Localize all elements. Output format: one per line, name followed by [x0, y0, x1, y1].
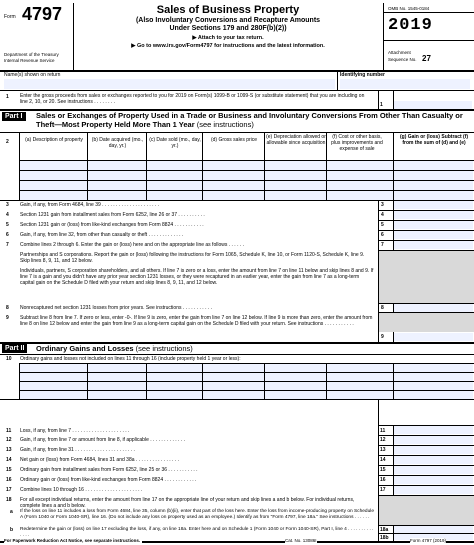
- row-4-cost-basis[interactable]: [327, 191, 393, 200]
- line-16-text: Ordinary gain or (loss) from like-kind exchanges from Form 8824 . . . . . . . . . . . .: [20, 477, 197, 483]
- row-1-depreciation[interactable]: [265, 161, 326, 170]
- form-subtitle-1: (Also Involuntary Conversions and Recapture Amounts: [135, 17, 321, 24]
- line-15-text: Ordinary gain from installment sales from Form 6252, line 25 or 36 . . . . . . . . . . .: [20, 467, 198, 473]
- row-3-depreciation[interactable]: [265, 181, 326, 190]
- line-17-number: 17: [6, 487, 12, 493]
- row-4-description[interactable]: [20, 191, 87, 200]
- line-17-amount-input[interactable]: [394, 486, 473, 494]
- row-1-cost-basis[interactable]: [327, 161, 393, 170]
- p2-row-1-date-acquired[interactable]: [88, 364, 146, 372]
- line-12-box-label: 12: [380, 437, 386, 443]
- p2-row-4-date-sold[interactable]: [147, 391, 202, 399]
- id-label: Identifying number: [340, 72, 385, 78]
- line-11-number: 11: [6, 428, 12, 434]
- col-d-header: (d) Gross sales price: [210, 137, 258, 143]
- individuals-paragraph: Individuals, partners, S corporation shareholders, and all others. If line 7 is zero or a loss, enter the amount from line 7 on line 11 below and skip lines 8 and 9. If line 7 is a gain and you didn't have any prior year section 1231 losses, or they were recaptured in an earlier year, enter the gain from line 7 as a long-term capital gain on the Schedule D filed with your return and skip lines 8, 9, 11, and 12 below.: [20, 268, 374, 286]
- line-5-box-label: 5: [381, 222, 384, 228]
- part-2-see-instructions: (see instructions): [135, 344, 193, 353]
- line-7-amount-input[interactable]: [394, 241, 473, 249]
- row-2-cost-basis[interactable]: [327, 171, 393, 180]
- row-3-date-acquired[interactable]: [88, 181, 146, 190]
- p2-row-3-gross-sales[interactable]: [203, 382, 264, 390]
- dept-name: Department of the Treasury: [4, 52, 59, 57]
- line-11-box-label: 11: [380, 428, 386, 434]
- line-4-amount-input[interactable]: [394, 211, 473, 219]
- form-title: Sales of Business Property: [156, 4, 300, 16]
- line-9-text: Subtract line 8 from line 7. If zero or less, enter -0-. If line 9 is zero, enter the gain from line 7 on line 12 below. If line 9 is more than zero, enter the amount from line 8 on line 12 below and enter the gain from line 9 as a long-term capital gain on the Schedule D filed with your return. See instructions . . . . . . . . . . .: [20, 315, 373, 327]
- p2-row-1-gain-loss[interactable]: [394, 364, 473, 372]
- p2-row-2-date-sold[interactable]: [147, 373, 202, 381]
- line-18b-text: Redetermine the gain or (loss) on line 17 excluding the loss, if any, on line 18a. Enter here and on Schedule 1 (Form 1040 or Form 1040-SR), Part I, line 4 . . . . . . . . . . . . . .: [20, 527, 374, 538]
- form-word: Form: [4, 14, 16, 20]
- line-17-box-label: 17: [380, 487, 386, 493]
- row-2-date-sold[interactable]: [147, 171, 202, 180]
- part-2-label: Part II: [2, 344, 27, 353]
- line-18b-letter: b: [10, 527, 14, 533]
- line-2-number: 2: [6, 139, 9, 145]
- col-e-header: (e) Depreciation allowed or allowable since acquisition: [266, 134, 326, 146]
- line-15-box-label: 15: [380, 467, 386, 473]
- line-7-box-label: 7: [381, 242, 384, 248]
- row-2-gain-loss[interactable]: [394, 171, 473, 180]
- agency-name: Internal Revenue Service: [4, 58, 55, 63]
- p2-row-2-gross-sales[interactable]: [203, 373, 264, 381]
- line-6-number: 6: [6, 232, 9, 238]
- row-3-description[interactable]: [20, 181, 87, 190]
- p2-row-1-date-sold[interactable]: [147, 364, 202, 372]
- form-subtitle-2: Under Sections 179 and 280F(b)(2)): [169, 25, 287, 32]
- part-1-title-text: Sales or Exchanges of Property Used in a Trade or Business and Involuntary Conversions From Other Than Casualty or Theft—Most Property Held More Than 1 Year: [36, 111, 463, 129]
- line-11-text: Loss, if any, from line 7 . . . . . . . . . . . . . . . . . . . . .: [20, 428, 130, 434]
- paperwork-notice: For Paperwork Reduction Act Notice, see separate instructions.: [4, 538, 141, 543]
- line-3-number: 3: [6, 202, 9, 208]
- line-1-box-label: 1: [380, 102, 383, 108]
- sequence-label: Sequence No.: [388, 57, 417, 62]
- row-4-date-sold[interactable]: [147, 191, 202, 200]
- line-4-box-label: 4: [381, 212, 384, 218]
- p2-row-1-cost-basis[interactable]: [327, 364, 393, 372]
- p2-row-3-depreciation[interactable]: [265, 382, 326, 390]
- partnerships-paragraph: Partnerships and S corporations. Report the gain or (loss) following the instructions for Form 1065, Schedule K, line 10, or Form 1120-S, Schedule K, line 9. Skip lines 8, 9, 11, and 12 below.: [20, 252, 365, 264]
- row-1-date-sold[interactable]: [147, 161, 202, 170]
- omb-number: OMB No. 1545-0184: [388, 6, 430, 11]
- p2-row-2-depreciation[interactable]: [265, 373, 326, 381]
- row-2-depreciation[interactable]: [265, 171, 326, 180]
- line-14-number: 14: [6, 457, 12, 463]
- col-c-header: (c) Date sold (mo., day, yr.): [149, 137, 201, 149]
- line-3-text: Gain, if any, from Form 4684, line 39 . . . . . . . . . . . . . . . . . . . . .: [20, 202, 160, 208]
- line-18b-box-label: 18b: [380, 535, 389, 541]
- p2-row-1-gross-sales[interactable]: [203, 364, 264, 372]
- name-label: Name(s) shown on return: [4, 72, 61, 78]
- row-4-gain-loss[interactable]: [394, 191, 473, 200]
- p2-row-4-description[interactable]: [20, 391, 87, 399]
- p2-row-4-date-acquired[interactable]: [88, 391, 146, 399]
- line-18a-amount-input[interactable]: [394, 526, 473, 533]
- line-16-amount-input[interactable]: [394, 476, 473, 484]
- line-15-number: 15: [6, 467, 12, 473]
- line-7-number: 7: [6, 242, 9, 248]
- p2-row-3-gain-loss[interactable]: [394, 382, 473, 390]
- p2-row-1-description[interactable]: [20, 364, 87, 372]
- col-f-header: (f) Cost or other basis, plus improvements and expense of sale: [331, 134, 383, 152]
- p2-row-3-cost-basis[interactable]: [327, 382, 393, 390]
- line-18-number: 18: [6, 497, 12, 503]
- line-8-amount-input[interactable]: [394, 304, 473, 312]
- line-12-text: Gain, if any, from line 7 or amount from line 8, if applicable . . . . . . . . . . . . .: [20, 437, 185, 443]
- row-1-gain-loss[interactable]: [394, 161, 473, 170]
- row-3-cost-basis[interactable]: [327, 181, 393, 190]
- line-18a-text: If the loss on line 11 includes a loss from Form 4684, line 35, column (b)(ii), enter that part of the loss here. Enter the loss from income-producing property on Schedule A (Form 1040 or Form 1040-SR), line 16. (Do not include any loss on property used as an employee.) Identify as from "Form 4797, line 18a." See instructions . . . . . .: [20, 509, 374, 520]
- line-9-number: 9: [6, 315, 9, 321]
- line-4-text: Section 1231 gain from installment sales from Form 6252, line 26 or 37 . . . . . . . . . .: [20, 212, 205, 218]
- p2-row-1-depreciation[interactable]: [265, 364, 326, 372]
- line-13-text: Gain, if any, from line 31 . . . . . . . . . . . . . . . . . . . . . .: [20, 447, 135, 453]
- line-3-box-label: 3: [381, 202, 384, 208]
- attachment-label: Attachment: [388, 50, 411, 55]
- row-3-gross-sales[interactable]: [203, 181, 264, 190]
- tax-year: 2019: [388, 16, 433, 35]
- line-12-amount-input[interactable]: [394, 436, 473, 444]
- part-2-title: [36, 344, 193, 353]
- row-3-gain-loss[interactable]: [394, 181, 473, 190]
- part-1-see-instructions: (see instructions): [196, 120, 254, 129]
- col-a-header: (a) Description of property: [25, 137, 83, 143]
- line-18a-box-label: 18a: [380, 527, 389, 533]
- line-8-box-label: 8: [381, 305, 384, 311]
- line-18a-letter: a: [10, 509, 13, 515]
- shaded-area: [379, 313, 474, 332]
- line-6-box-label: 6: [381, 232, 384, 238]
- line-6-text: Gain, if any, from line 32, from other than casualty or theft . . . . . . . . . . . . .: [20, 232, 184, 238]
- row-1-gross-sales[interactable]: [203, 161, 264, 170]
- row-2-description[interactable]: [20, 171, 87, 180]
- name-input[interactable]: [4, 79, 335, 89]
- line-9-amount-input[interactable]: [394, 333, 473, 341]
- row-4-date-acquired[interactable]: [88, 191, 146, 200]
- line-8-text: Nonrecaptured net section 1231 losses from prior years. See instructions . . . . . . . . . . .: [20, 305, 213, 311]
- p2-row-2-gain-loss[interactable]: [394, 373, 473, 381]
- p2-row-2-description[interactable]: [20, 373, 87, 381]
- p2-row-3-date-acquired[interactable]: [88, 382, 146, 390]
- row-1-description[interactable]: [20, 161, 87, 170]
- row-2-gross-sales[interactable]: [203, 171, 264, 180]
- p2-row-4-depreciation[interactable]: [265, 391, 326, 399]
- part-1-label: Part I: [2, 112, 26, 121]
- line-13-number: 13: [6, 447, 12, 453]
- line-4-number: 4: [6, 212, 9, 218]
- p2-row-4-gain-loss[interactable]: [394, 391, 473, 399]
- part-1-title: [36, 111, 472, 129]
- line-5-text: Section 1231 gain or (loss) from like-kind exchanges from Form 8824 . . . . . . . . . . .: [20, 222, 204, 228]
- line-8-number: 8: [6, 305, 9, 311]
- line-16-number: 16: [6, 477, 12, 483]
- attach-instruction: ▶ Attach to your tax return.: [192, 35, 264, 41]
- line-13-amount-input[interactable]: [394, 446, 473, 454]
- line-9-box-label: 9: [381, 334, 384, 340]
- p2-row-4-gross-sales[interactable]: [203, 391, 264, 399]
- line-1-text: Enter the gross proceeds from sales or exchanges reported to you for 2019 on Form(s) 1099-B or 1099-S (or substitute statement) that you are including on line 2, 10, or 20. See instructions . . . . . . . .: [20, 93, 365, 105]
- row-2-date-acquired[interactable]: [88, 171, 146, 180]
- line-7-text: Combine lines 2 through 6. Enter the gain or (loss) here and on the appropriate line as follows . . . . . .: [20, 242, 245, 248]
- id-number-input[interactable]: [340, 79, 470, 89]
- line-11-amount-input[interactable]: [394, 426, 473, 434]
- row-4-depreciation[interactable]: [265, 191, 326, 200]
- line-1-amount-input[interactable]: [394, 101, 472, 109]
- row-1-date-acquired[interactable]: [88, 161, 146, 170]
- shaded-area: [379, 496, 474, 525]
- line-14-amount-input[interactable]: [394, 456, 473, 464]
- row-4-gross-sales[interactable]: [203, 191, 264, 200]
- line-14-box-label: 14: [380, 457, 386, 463]
- line-17-text: Combine lines 10 through 16 . . . . . . . . . . . . . . . . . . . . .: [20, 487, 143, 493]
- line-12-number: 12: [6, 437, 12, 443]
- p2-row-3-date-sold[interactable]: [147, 382, 202, 390]
- line-6-amount-input[interactable]: [394, 231, 473, 239]
- form-number: 4797: [22, 4, 63, 24]
- p2-row-2-date-acquired[interactable]: [88, 373, 146, 381]
- goto-instruction: ▶ Go to www.irs.gov/Form4797 for instructions and the latest information.: [131, 43, 325, 49]
- col-g-header: (g) Gain or (loss) Subtract (f) from the sum of (d) and (e): [399, 134, 469, 146]
- p2-row-2-cost-basis[interactable]: [327, 373, 393, 381]
- line-18-text: For all except individual returns, enter the amount from line 17 on the appropriate line of your return and skip lines a and b below. For individual returns, complete lines a and b below.: [20, 497, 355, 509]
- line-5-number: 5: [6, 222, 9, 228]
- p2-row-3-description[interactable]: [20, 382, 87, 390]
- line-3-amount-input[interactable]: [394, 201, 473, 209]
- line-5-amount-input[interactable]: [394, 221, 473, 229]
- line-1-number: 1: [6, 94, 9, 100]
- row-3-date-sold[interactable]: [147, 181, 202, 190]
- shaded-area: [379, 251, 474, 303]
- catalog-number: Cat. No. 13086I: [285, 538, 317, 543]
- line-16-box-label: 16: [380, 477, 386, 483]
- line-15-amount-input[interactable]: [394, 466, 473, 474]
- col-b-header: (b) Date acquired (mo., day, yr.): [91, 137, 144, 149]
- part-2-title-text: Ordinary Gains and Losses: [36, 344, 134, 353]
- sequence-number: 27: [422, 54, 431, 63]
- p2-row-4-cost-basis[interactable]: [327, 391, 393, 399]
- line-10-text: Ordinary gains and losses not included on lines 11 through 16 (include property held 1 year or less):: [20, 356, 241, 362]
- line-13-box-label: 13: [380, 447, 386, 453]
- line-10-number: 10: [6, 356, 12, 362]
- line-14-text: Net gain or (loss) from Form 4684, lines 31 and 38a . . . . . . . . . . . . . . . .: [20, 457, 179, 463]
- footer-form-id: Form 4797 (2019): [410, 538, 447, 543]
